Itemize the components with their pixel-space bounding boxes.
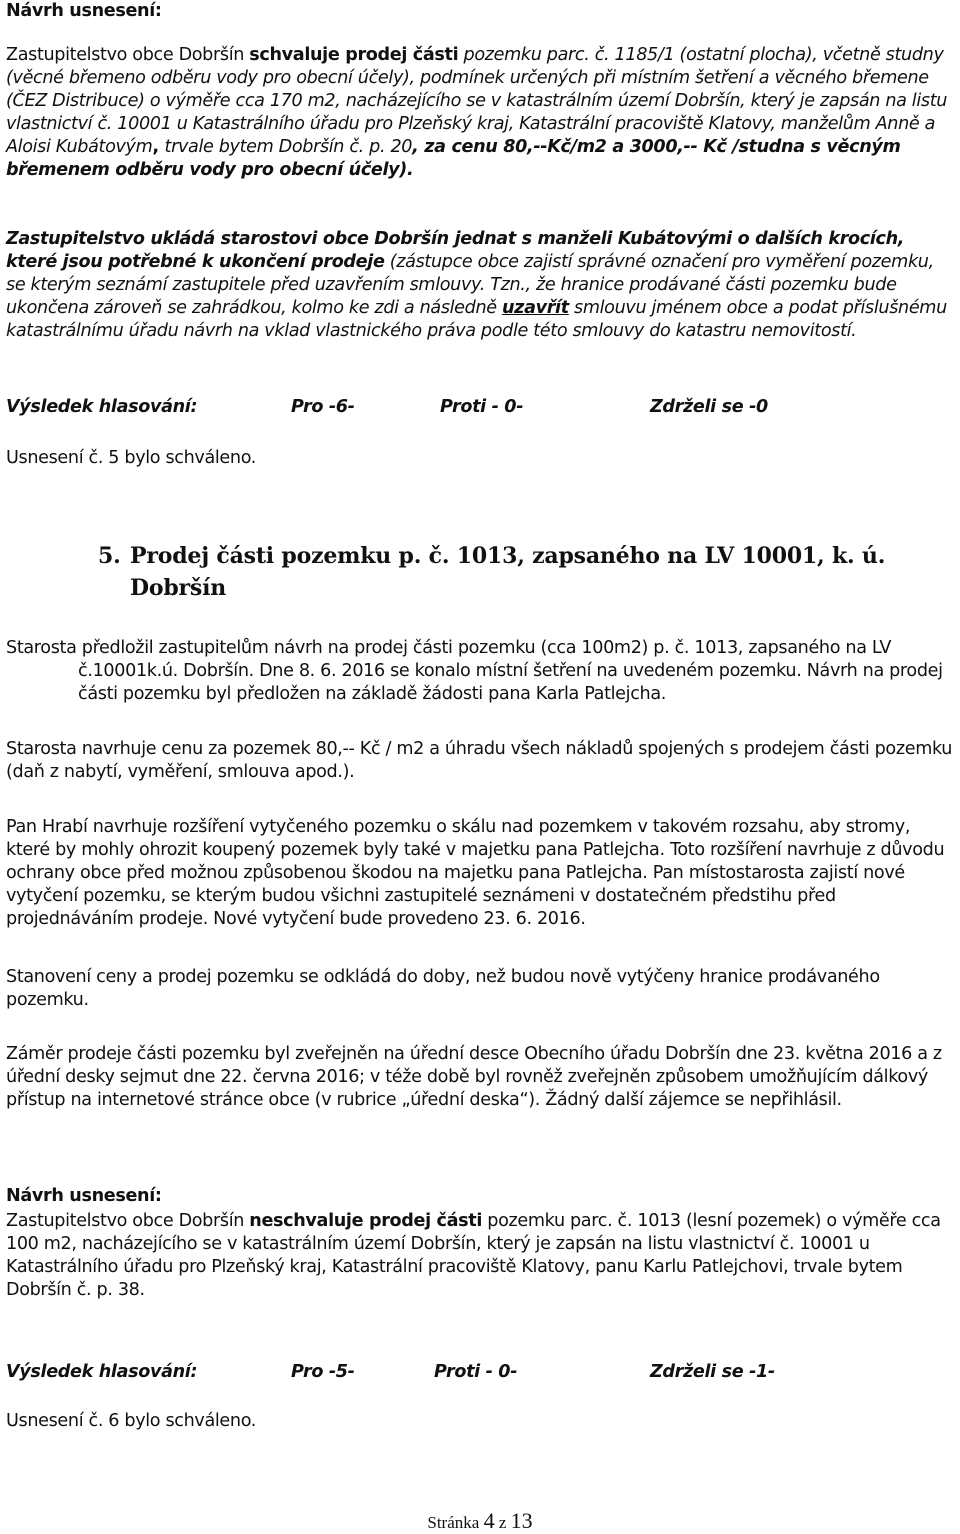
paragraph-postponed: Stanovení ceny a prodej pozemku se odkládá do doby, než budou nově vytýčeny hranice prodávaného pozemku. — [6, 967, 880, 1010]
resolution-result-2: Usnesení č. 6 bylo schváleno. — [6, 1411, 257, 1431]
text-run: Zastupitelstvo ukládá starostovi obce Dobršín jednat s manželi Kubátovými o dalších krocích, které jsou potřebné k ukončení prodeje — [6, 229, 905, 272]
vote-label: Výsledek hlasování: — [6, 397, 198, 417]
text-run: uzavřít — [502, 298, 569, 318]
vote-pro: Pro -5- — [291, 1362, 355, 1382]
section-number: 5. — [98, 543, 121, 569]
footer-prefix: Stránka — [427, 1513, 480, 1532]
vote-proti: Proti - 0- — [440, 397, 524, 417]
text-run: Zastupitelstvo obce Dobršín — [6, 1211, 250, 1231]
vote-proti: Proti - 0- — [434, 1362, 518, 1382]
resolution-heading-2: Návrh usnesení: — [6, 1186, 162, 1206]
vote-label: Výsledek hlasování: — [6, 1362, 198, 1382]
text-run: (zástupce obce zajistí správné označení pro vyměření pozemku, se kterým seznámí zastupitele před uzavřením smlouvy. Tzn., že hranice prodávané části pozemku bude ukončena zároveň se zahrádkou, kolmo ke zdi a následně — [6, 252, 934, 318]
vote-pro: Pro -6- — [291, 397, 355, 417]
paragraph-proposal-line1: Starosta předložil zastupitelům návrh na prodej části pozemku (cca 100m2) p. č. 1013, zapsaného na LV — [6, 638, 892, 658]
paragraph-price: Starosta navrhuje cenu za pozemek 80,-- Kč / m2 a úhradu všech nákladů spojených s prodejem části pozemku (daň z nabytí, vyměření, smlouva apod.). — [6, 739, 953, 782]
text-run: Zastupitelstvo obce Dobršín — [6, 45, 250, 65]
resolution-text — [6, 44, 956, 182]
paragraph-proposal — [6, 637, 956, 706]
text-run: trvale bytem Dobršín č. p. 20 — [164, 137, 413, 157]
resolution-result: Usnesení č. 5 bylo schváleno. — [6, 448, 257, 468]
paragraph-proposal-rest: č.10001k.ú. Dobršín. Dne 8. 6. 2016 se konalo místní šetření na uvedeném pozemku. Návrh na prodej části pozemku byl předložen na základě žádosti pana Karla Patlejcha. — [78, 661, 943, 704]
footer-page-number: 4 — [483, 1508, 495, 1533]
vote-result — [6, 397, 956, 421]
resolution-heading: Návrh usnesení: — [6, 1, 162, 21]
text-run: neschvaluje prodej části — [249, 1211, 483, 1231]
paragraph-extension: Pan Hrabí navrhuje rozšíření vytyčeného pozemku o skálu nad pozemkem v takovém rozsahu, aby stromy, které by mohly ohrozit koupený pozemek byly také v majetku pana Patlejcha. Toto rozšíření navrhuje z důvodu ochrany obce před možnou způsobenou škodou na majetku pana Patlejcha. Pan místostarosta zajistí nové vytyčení pozemku, se kterým budou všichni zastupitelé seznámeni v dostatečném předstihu před projednáváním prodeje. Nové vytyčení bude provedeno 23. 6. 2016. — [6, 817, 945, 929]
vote-zdrzeli: Zdrželi se -1- — [650, 1362, 775, 1382]
text-run: , — [152, 137, 165, 157]
section-heading — [98, 540, 885, 604]
section-title-line1: Prodej části pozemku p. č. 1013, zapsaného na LV 10001, k. ú. — [130, 543, 886, 569]
vote-result-2 — [6, 1362, 956, 1386]
page-footer — [0, 1508, 960, 1534]
resolution-text-2 — [6, 1210, 956, 1302]
footer-total-pages: 13 — [510, 1508, 533, 1533]
text-run: pozemku parc. č. 1013 (lesní pozemek) o výměře cca 100 m2, nacházejícího se v katastrálním území Dobršín, který je zapsán na listu vlastnictví č. 10001 u Katastrálního úřadu pro Plzeňský kraj, Katastrální pracoviště Klatovy, panu Karlu Patlejchovi, trvale bytem Dobršín č. p. 38. — [6, 1211, 941, 1300]
text-run: pozemku parc. č. 1185/1 (ostatní plocha), včetně studny (věcné břemeno odběru vody pro obecní účely), podmínek určených při místním šetření a věcného břemene (ČEZ Distribuce) o výměře cca 170 m2, nacházejícího se v katastrálním území Dobršín, který je zapsán na listu vlastnictví č. 10001 u Katastrálního úřadu pro Plzeňský kraj, Katastrální pracoviště Klatovy, manželům Anně a Aloisi Kubátovým — [6, 45, 948, 157]
resolution-instruction — [6, 228, 956, 343]
text-run: schvaluje prodej části — [249, 45, 459, 65]
text-run: smlouvu jménem obce a podat příslušnému katastrálnímu úřadu návrh na vklad vlastnického práva podle této smlouvy do katastru nemovitostí. — [6, 298, 947, 341]
text-run: , za cenu 80,--Kč/m2 a 3000,-- Kč /studna s věcným břemenem odběru vody pro obecní účely). — [6, 137, 901, 180]
vote-zdrzeli: Zdrželi se -0 — [650, 397, 768, 417]
section-title-line2: Dobršín — [130, 575, 227, 601]
footer-of: z — [498, 1513, 507, 1532]
paragraph-publication: Záměr prodeje části pozemku byl zveřejněn na úřední desce Obecního úřadu Dobršín dne 23. května 2016 a z úřední desky sejmut dne 22. června 2016; v téže době byl rovněž zveřejněn způsobem umožňujícím dálkový přístup na internetové stránce obce (v rubrice „úřední deska“). Žádný další zájemce se nepřihlásil. — [6, 1044, 942, 1110]
